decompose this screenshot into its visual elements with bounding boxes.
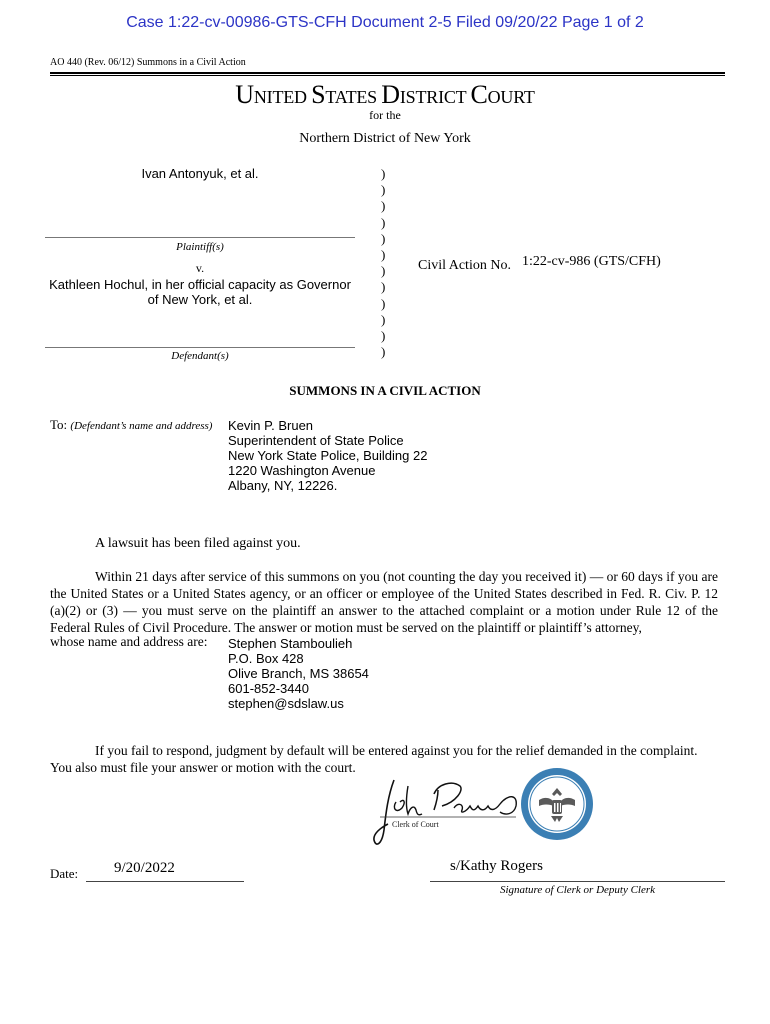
date-line	[86, 881, 244, 882]
response-deadline-paragraph: Within 21 days after service of this summons on you (not counting the day you received it) — or 60 days if you are the United States or a United States agency, or an officer or employee of the United States described in Fed. R. Civ. P. 12 (a)(2) or (3) — you must serve on the plaintiff an answer to the attached complaint or a motion under Rule 12 of the Federal Rules of Civil Procedure. The answer or motion must be served on the plaintiff or plaintiff’s attorney,	[50, 569, 718, 635]
attorney-address-block	[228, 636, 369, 711]
header-rule	[50, 72, 725, 74]
to-hint: (Defendant’s name and address)	[70, 420, 213, 432]
district-name: Northern District of New York	[299, 131, 471, 146]
lawsuit-filed-paragraph: A lawsuit has been filed against you.	[95, 536, 301, 551]
versus-label: v.	[195, 261, 205, 275]
attorney-line: Stephen Stamboulieh	[228, 636, 353, 651]
to-label: To: (Defendant’s name and address)	[50, 417, 213, 432]
attorney-line: P.O. Box 428	[228, 651, 304, 666]
clerk-signature-line	[430, 881, 725, 882]
attorney-lead-text: whose name and address are:	[50, 634, 208, 649]
defendant-signature-line	[45, 347, 355, 348]
plaintiff-label: Plaintiff(s)	[176, 241, 224, 253]
address-line: Albany, NY, 12226.	[228, 478, 338, 493]
court-seal-icon	[519, 766, 595, 842]
defendant-name: Kathleen Hochul, in her official capacity as Governor of New York, et al.	[49, 277, 351, 307]
date-value: 9/20/2022	[114, 860, 175, 876]
attorney-line: 601-852-3440	[228, 681, 309, 696]
clerk-handwritten-signature	[368, 772, 528, 852]
address-line: Kevin P. Bruen	[228, 418, 314, 433]
header-rule-thin	[50, 75, 725, 76]
defendant-address-block	[228, 418, 427, 493]
defendant-label: Defendant(s)	[171, 350, 229, 362]
civil-action-label: Civil Action No.	[418, 258, 511, 273]
default-judgment-paragraph: If you fail to respond, judgment by default will be entered against you for the relief demanded in the complaint. You also must file your answer or motion with the court.	[50, 743, 698, 775]
summons-heading: SUMMONS IN A CIVIL ACTION	[289, 383, 481, 398]
address-line: New York State Police, Building 22	[228, 448, 428, 463]
address-line: Superintendent of State Police	[228, 433, 404, 448]
attorney-line: Olive Branch, MS 38654	[228, 666, 369, 681]
plaintiff-signature-line	[45, 237, 355, 238]
case-header-stamp: Case 1:22-cv-00986-GTS-CFH Document 2-5 Filed 09/20/22 Page 1 of 2	[126, 14, 644, 31]
plaintiff-name: Ivan Antonyuk, et al.	[141, 166, 259, 181]
form-identifier: AO 440 (Rev. 06/12) Summons in a Civil Action	[50, 57, 246, 68]
date-label: Date:	[50, 866, 79, 881]
attorney-line: stephen@sdslaw.us	[228, 696, 344, 711]
clerk-signature-name: s/Kathy Rogers	[450, 858, 543, 874]
civil-action-number: 1:22-cv-986 (GTS/CFH)	[522, 254, 661, 269]
for-the-label: for the	[369, 108, 401, 122]
caption-parentheses: ) ) ) ) ) ) ) ) ) ) ) )	[381, 166, 386, 360]
address-line: 1220 Washington Avenue	[228, 463, 376, 478]
clerk-signature-label: Signature of Clerk or Deputy Clerk	[499, 884, 656, 896]
clerk-of-court-caption: Clerk of Court	[392, 820, 439, 829]
court-title: UNITED STATES DISTRICT COURT	[235, 80, 535, 109]
